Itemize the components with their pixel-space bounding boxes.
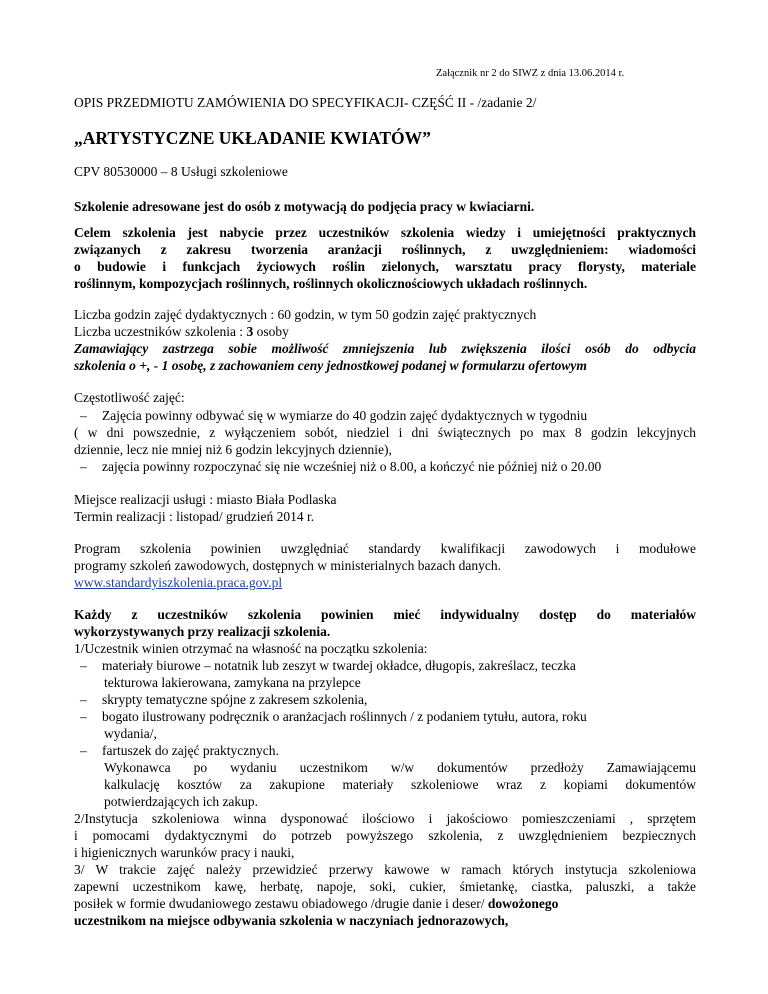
standards-link[interactable]: www.standardyiszkolenia.praca.gov.pl: [74, 575, 283, 590]
description-heading: OPIS PRZEDMIOTU ZAMÓWIENIA DO SPECYFIKACJI- CZĘŚĆ II - /zadanie 2/: [74, 95, 537, 110]
access-point-2-line-2: i pomocami dydaktycznymi do potrzeb powyższego szkolenia, z uwzględnieniem bezpiecznych: [74, 828, 696, 843]
bullet-dash: –: [80, 658, 87, 673]
access-point-3-line-4: uczestnikom na miejsce odbywania szkolenia w naczyniach jednorazowych,: [74, 913, 509, 928]
frequency-item-1-cont-1: ( w dni powszednie, z wyłączeniem sobót, niedziel i dni świątecznych po max 8 godzin lekcyjnych: [74, 425, 696, 440]
reserve-line-2: szkolenia o +, - 1 osobę, z zachowaniem ceny jednostkowej podanej w formularzu ofertowym: [74, 358, 587, 373]
frequency-item-2: – zajęcia powinny rozpoczynać się nie wcześniej niż o 8.00, a kończyć nie później niż o 20.00: [80, 459, 602, 474]
material-item-1-cont: tekturowa lakierowana, zamykana na przylepce: [104, 675, 361, 690]
frequency-item-1: – Zajęcia powinny odbywać się w wymiarze do 40 godzin zajęć dydaktycznych w tygodniu: [80, 408, 588, 423]
cpv-code: CPV 80530000 – 8 Usługi szkoleniowe: [74, 164, 288, 179]
aim-line-3: o budowie i funkcjach życiowych roślin zielonych, warsztatu pracy florysty, materiale: [74, 259, 696, 274]
access-point-3-line-1: 3/ W trakcie zajęć należy przewidzieć przerwy kawowe w ramach których instytucja szkoleniowa: [74, 862, 696, 877]
aim-line-4: roślinnym, kompozycjach roślinnych, roślinnych okolicznościowych układach roślinnych.: [74, 276, 588, 291]
material-item-4: – fartuszek do zajęć praktycznych.: [80, 743, 279, 758]
bullet-dash: –: [80, 709, 87, 724]
program-line-2: programy szkoleń zawodowych, dostępnych w ministerialnych bazach danych.: [74, 558, 501, 573]
material-item-2: – skrypty tematyczne spójne z zakresem szkolenia,: [80, 692, 368, 707]
frequency-label: Częstotliwość zajęć:: [74, 390, 185, 405]
access-point-2-line-3: i higienicznych warunków pracy i nauki,: [74, 845, 295, 860]
location-line: Miejsce realizacji usługi : miasto Biała Podlaska: [74, 492, 337, 507]
access-bold-2: wykorzystywanych przy realizacji szkolenia.: [74, 624, 331, 639]
material-item-3: – bogato ilustrowany podręcznik o aranżacjach roślinnych / z podaniem tytułu, autora, roku: [80, 709, 587, 724]
access-point-3-line-2: zapewni uczestnikom kawę, herbatę, napoje, soki, cukier, śmietankę, ciastka, paluszki, a także: [74, 879, 696, 894]
frequency-item-1-cont-2: dziennie, lecz nie mniej niż 6 godzin lekcyjnych dziennie),: [74, 442, 392, 457]
annex-note: Załącznik nr 2 do SIWZ z dnia 13.06.2014 r.: [436, 68, 625, 79]
material-item-1: – materiały biurowe – notatnik lub zeszyt w twardej okładce, długopis, zakreślacz, teczka: [80, 658, 576, 673]
access-point-3-line-3: posiłek w formie dwudaniowego zestawu obiadowego /drugie danie i deser/ dowożonego: [74, 896, 559, 911]
access-point-1: 1/Uczestnik winien otrzymać na własność na początku szkolenia:: [74, 641, 428, 656]
bullet-dash: –: [80, 692, 87, 707]
bullet-dash: –: [80, 459, 87, 474]
access-point-2-line-1: 2/Instytucja szkoleniowa winna dysponować ilościowo i jakościowo pomieszczeniami , sprzętem: [74, 811, 696, 826]
aim-line-2: związanych z zakresu tworzenia aranżacji roślinnych, z uwzględnieniem: wiadomości: [74, 242, 696, 257]
bullet-dash: –: [80, 408, 87, 423]
hours-line: Liczba godzin zajęć dydaktycznych : 60 godzin, w tym 50 godzin zajęć praktycznych: [74, 307, 537, 322]
term-line: Termin realizacji : listopad/ grudzień 2014 r.: [74, 509, 315, 524]
reserve-line-1: Zamawiający zastrzega sobie możliwość zmniejszenia lub zwiększenia ilości osób do odbycia: [74, 341, 696, 356]
aim-line-1: Celem szkolenia jest nabycie przez uczestników szkolenia wiedzy i umiejętności praktycznych: [74, 225, 696, 240]
document-title: „ARTYSTYCZNE UKŁADANIE KWIATÓW”: [74, 128, 431, 148]
contractor-line-2: kalkulację kosztów za zakupione materiały szkoleniowe wraz z kopiami dokumentów: [104, 777, 696, 792]
contractor-line-3: potwierdzających ich zakup.: [104, 794, 259, 809]
material-item-3-cont: wydania/,: [104, 726, 157, 741]
participants-line: Liczba uczestników szkolenia : 3 osoby: [74, 324, 289, 339]
bullet-dash: –: [80, 743, 87, 758]
addressed-statement: Szkolenie adresowane jest do osób z motywacją do podjęcia pracy w kwiaciarni.: [74, 199, 535, 214]
contractor-line-1: Wykonawca po wydaniu uczestnikom w/w dokumentów przedłoży Zamawiającemu: [104, 760, 696, 775]
program-line-1: Program szkolenia powinien uwzględniać standardy kwalifikacji zawodowych i modułowe: [74, 541, 696, 556]
access-bold-1: Każdy z uczestników szkolenia powinien mieć indywidualny dostęp do materiałów: [74, 607, 696, 622]
